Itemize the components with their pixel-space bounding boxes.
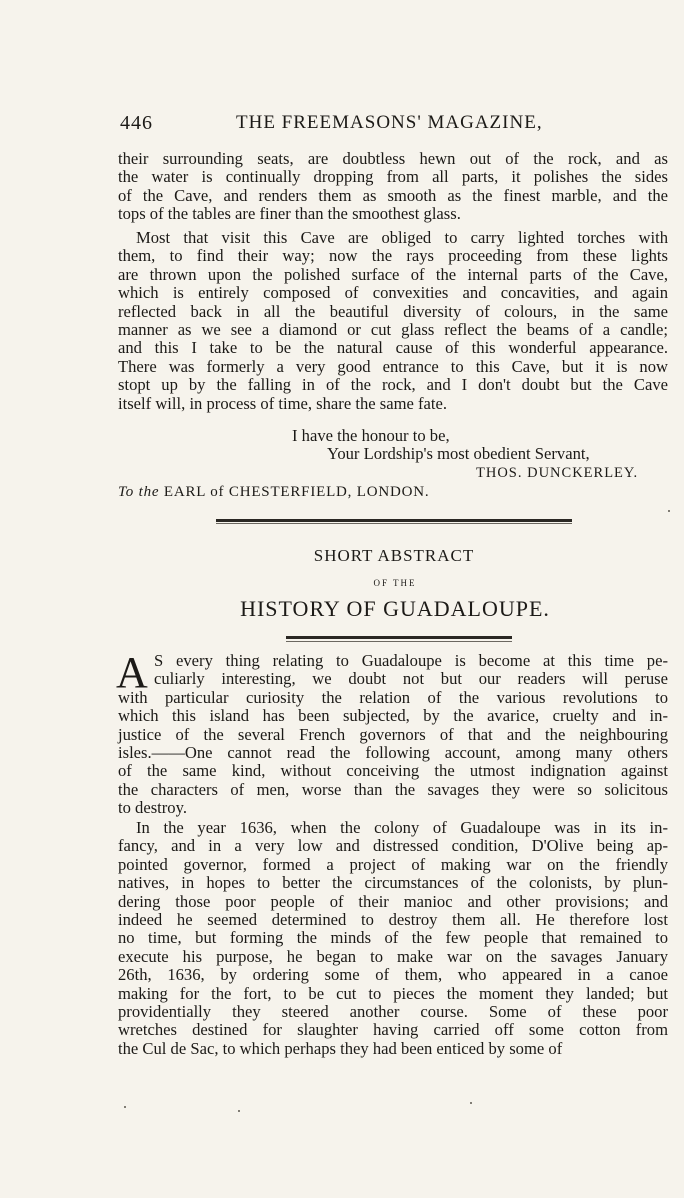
text-line: fancy, and in a very low and distressed condition, D'Olive being ap- bbox=[118, 836, 668, 856]
article-title-line-1: SHORT ABSTRACT bbox=[313, 546, 475, 565]
text-line: execute his purpose, he began to make war on the savages January bbox=[118, 946, 668, 966]
text-line: the characters of men, worse than the savages they were so solicitous bbox=[118, 779, 668, 799]
title-underline bbox=[286, 636, 512, 639]
paper-speck bbox=[238, 1110, 240, 1112]
text-line: which is entirely composed of convexities and concavities, and again bbox=[118, 283, 668, 303]
text-line: and this I take to be the natural cause of this wonderful appearance. bbox=[118, 338, 668, 358]
text-line: stopt up by the falling in of the rock, and I don't doubt but the Cave bbox=[118, 375, 668, 395]
paper-speck bbox=[470, 1102, 472, 1104]
text-line: In the year 1636, when the colony of Guadaloupe was in its in- bbox=[136, 818, 668, 837]
text-line: making for the fort, to be cut to pieces the moment they landed; but bbox=[118, 983, 668, 1003]
text-line: dering those poor people of their manioc and other provisions; and bbox=[118, 891, 668, 911]
text-line: of the Cave, and renders them as smooth as the finest marble, and the bbox=[118, 185, 668, 205]
running-head: THE FREEMASONS' MAGAZINE, bbox=[236, 112, 543, 133]
section-divider bbox=[216, 519, 572, 522]
paper-speck bbox=[668, 510, 670, 512]
article-paragraph-1 bbox=[116, 648, 668, 818]
text-line: isles.——One cannot read the following account, among many others bbox=[118, 743, 668, 763]
article-title-line-3: HISTORY OF GUADALOUPE. bbox=[240, 596, 550, 621]
article-paragraph-2 bbox=[118, 819, 668, 1058]
paper-speck bbox=[124, 1106, 126, 1108]
text-line: manner as we see a diamond or cut glass reflect the beams of a candle; bbox=[118, 320, 668, 340]
text-line: itself will, in process of time, share the same fate. bbox=[118, 393, 448, 413]
letter-paragraph-2 bbox=[118, 229, 668, 413]
page-number: 446 bbox=[120, 112, 153, 134]
text-line: are thrown upon the polished surface of the internal parts of the Cave, bbox=[118, 264, 668, 284]
text-line: them, to find their way; now the rays proceeding from these lights bbox=[118, 246, 668, 266]
text-line: natives, in hopes to better the circumstances of the colonists, by plun- bbox=[118, 873, 668, 893]
letter-signature: THOS. DUNCKERLEY. bbox=[476, 465, 639, 481]
text-line: providentially they steered another course. Some of these poor bbox=[118, 1002, 668, 1022]
text-line: the water is continually dropping from all parts, it polishes the sides bbox=[118, 167, 668, 187]
text-line: 26th, 1636, by ordering some of them, who appeared in a canoe bbox=[118, 965, 668, 985]
article-title-line-2: OF THE bbox=[373, 578, 417, 588]
text-line: of the same kind, without conceiving the utmost indignation against bbox=[118, 761, 668, 781]
text-line: the Cul de Sac, to which perhaps they had been enticed by some of bbox=[118, 1038, 563, 1058]
addressee-name: EARL of CHESTERFIELD, LONDON. bbox=[163, 484, 430, 500]
drop-cap: A bbox=[116, 648, 148, 697]
letter-closing: I have the honour to be, bbox=[292, 426, 450, 445]
text-line: There was formerly a very good entrance to this Cave, but it is now bbox=[118, 356, 668, 376]
letter-closing-servant: Your Lordship's most obedient Servant, bbox=[327, 444, 590, 463]
text-line: their surrounding seats, are doubtless hewn out of the rock, and as bbox=[118, 149, 668, 168]
text-line: indeed he seemed determined to destroy them all. He therefore lost bbox=[118, 910, 668, 930]
page-header bbox=[120, 112, 668, 142]
text-line: wretches destined for slaughter having carried off some cotton from bbox=[118, 1020, 668, 1040]
text-line: culiarly interesting, we doubt not but our readers will peruse bbox=[154, 669, 668, 689]
letter-addressee bbox=[118, 484, 429, 501]
text-line: no time, but forming the minds of the few people that remained to bbox=[118, 928, 668, 948]
section-divider-thin bbox=[216, 523, 572, 524]
text-line: justice of the several French governors of that and the neighbouring bbox=[118, 724, 668, 744]
addressee-prefix: To the bbox=[118, 484, 160, 500]
text-line: tops of the tables are finer than the smoothest glass. bbox=[118, 204, 461, 224]
text-line: S every thing relating to Guadaloupe is become at this time pe- bbox=[154, 651, 668, 670]
title-underline-thin bbox=[286, 641, 512, 642]
text-line: with particular curiosity the relation of the various revolutions to bbox=[118, 687, 668, 707]
text-line: to destroy. bbox=[118, 798, 187, 818]
text-line: reflected back in all the beautiful diversity of colours, in the same bbox=[118, 301, 668, 321]
letter-paragraph-1 bbox=[118, 150, 668, 224]
text-line: pointed governor, formed a project of making war on the friendly bbox=[118, 854, 668, 874]
text-line: Most that visit this Cave are obliged to carry lighted torches with bbox=[136, 228, 668, 247]
text-line: which this island has been subjected, by the avarice, cruelty and in- bbox=[118, 706, 668, 726]
